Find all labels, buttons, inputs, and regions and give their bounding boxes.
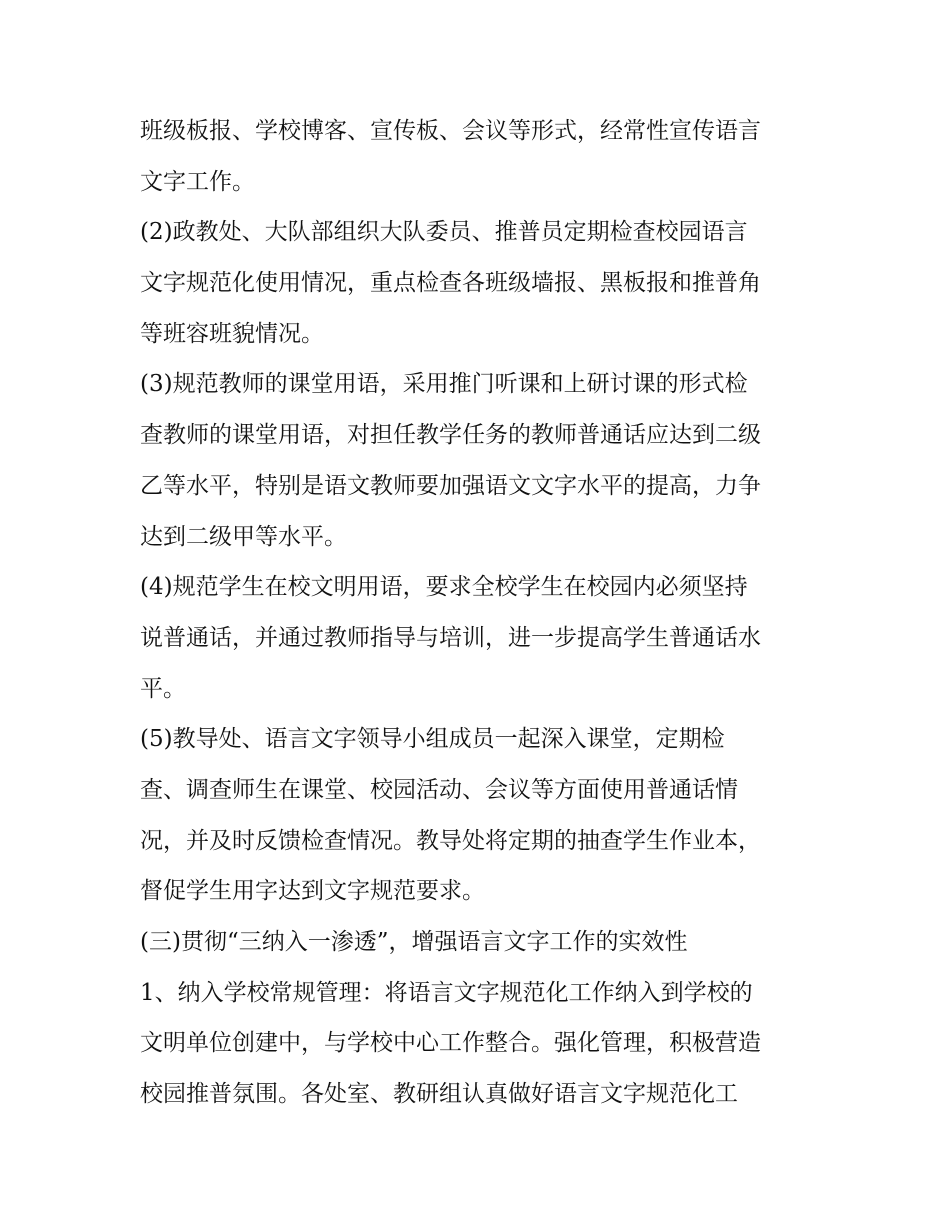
text-line: 乙等水平，特别是语文教师要加强语文文字水平的提高，力争: [140, 472, 761, 499]
text-line: 班级板报、学校博客、宣传板、会议等形式，经常性宣传语言: [140, 118, 761, 144]
section-heading: (三)贯彻“三纳入一渗透”，增强语言文字工作的实效性: [140, 929, 688, 955]
text-line: (5)教导处、语言文字领导小组成员一起深入课堂，定期检: [140, 726, 725, 753]
text-line: 文字规范化使用情况，重点检查各班级墙报、黑板报和推普角: [140, 270, 761, 297]
document-body: [140, 106, 820, 1120]
text-line: 1、纳入学校常规管理：将语言文字规范化工作纳入到学校的: [140, 979, 753, 1006]
text-line: 等班容班貌情况。: [140, 320, 324, 347]
text-line: (4)规范学生在校文明用语，要求全校学生在校园内必须坚持: [140, 574, 748, 601]
text-line: 平。: [140, 675, 186, 702]
text-line: 说普通话，并通过教师指导与培训，进一步提高学生普通话水: [140, 624, 761, 651]
text-line: 查教师的课堂用语，对担任教学任务的教师普通话应达到二级: [140, 422, 761, 449]
text-line: 达到二级甲等水平。: [140, 523, 347, 550]
text-line: 况，并及时反馈检查情况。教导处将定期的抽查学生作业本，: [140, 827, 761, 854]
text-line: 督促学生用字达到文字规范要求。: [140, 878, 485, 905]
text-line: 校园推普氛围。各处室、教研组认真做好语言文字规范化工: [140, 1081, 738, 1108]
text-line: (2)政教处、大队部组织大队委员、推普员定期检查校园语言: [140, 219, 748, 246]
text-line: 查、调查师生在课堂、校园活动、会议等方面使用普通话情: [140, 776, 738, 803]
text-line: 文明单位创建中，与学校中心工作整合。强化管理，积极营造: [140, 1030, 761, 1057]
text-line: 文字工作。: [140, 168, 255, 195]
text-line: (3)规范教师的课堂用语，采用推门听课和上研讨课的形式检: [140, 371, 748, 398]
